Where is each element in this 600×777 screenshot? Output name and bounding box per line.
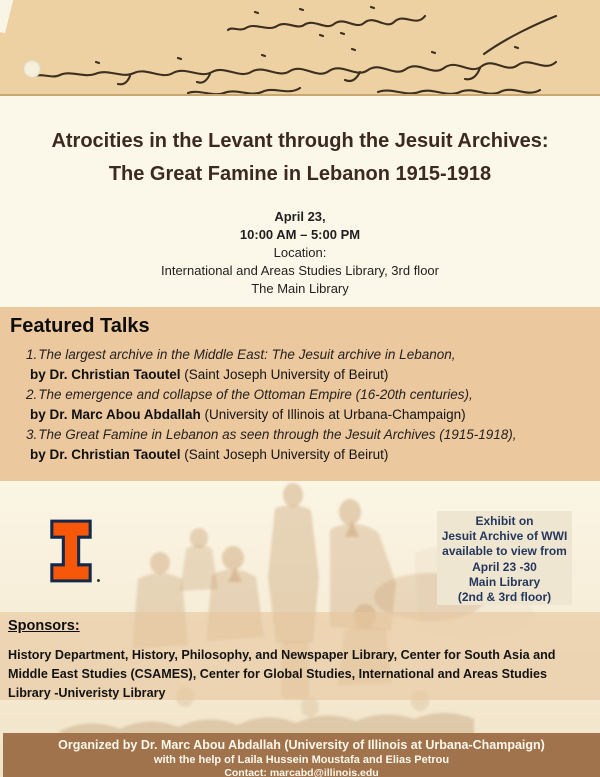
talk-item bbox=[0, 345, 600, 385]
exhibit-line: April 23 -30 bbox=[472, 559, 537, 574]
exhibit-line: available to view from bbox=[442, 544, 567, 559]
talk-item bbox=[0, 385, 600, 425]
exhibit-line: Main Library bbox=[468, 574, 541, 589]
talk-number: 3. bbox=[26, 427, 38, 442]
featured-talks-heading: Featured Talks bbox=[10, 315, 150, 337]
talk-number: 2. bbox=[26, 387, 38, 402]
talk-title bbox=[0, 425, 600, 445]
sponsors-section bbox=[0, 612, 600, 700]
exhibit-announcement bbox=[437, 511, 572, 605]
university-of-illinois-logo bbox=[48, 518, 98, 584]
exhibit-line: Exhibit on bbox=[475, 514, 534, 528]
footer-bar bbox=[3, 733, 600, 777]
talk-number: 1. bbox=[26, 347, 38, 362]
talk-title bbox=[0, 385, 600, 405]
arabic-manuscript-image bbox=[0, 0, 600, 96]
talk-affiliation: (University of Illinois at Urbana-Champaign) bbox=[200, 407, 466, 422]
arabic-handwriting-strokes bbox=[0, 0, 600, 94]
trademark-dot bbox=[97, 579, 100, 582]
contact-line bbox=[3, 767, 600, 777]
talk-title bbox=[0, 345, 600, 365]
talk-title-text: The Great Famine in Lebanon as seen through the Jesuit Archives (1915-1918), bbox=[38, 427, 517, 442]
contact-label: Contact: bbox=[224, 767, 270, 777]
talk-affiliation: (Saint Joseph University of Beirut) bbox=[180, 447, 389, 462]
contact-email-link[interactable]: marcabd@illinois.edu bbox=[269, 767, 379, 777]
block-i-icon bbox=[48, 518, 94, 584]
sponsors-text: History Department, History, Philosophy, and Newspaper Library, Center for South Asia and Middle East Studies (CSAMES), Center for Global Studies, International and Areas Studies Library -Univeristy Library bbox=[8, 648, 556, 700]
talk-title-text: The emergence and collapse of the Ottoman Empire (16-20th centuries), bbox=[38, 387, 473, 402]
talk-speaker-name: by Dr. Christian Taoutel bbox=[30, 447, 181, 462]
talk-speaker-name: by Dr. Christian Taoutel bbox=[30, 367, 181, 382]
talks-list bbox=[0, 345, 600, 465]
talk-speaker bbox=[0, 365, 600, 385]
talk-title-text: The largest archive in the Middle East: The Jesuit archive in Lebanon, bbox=[38, 347, 456, 362]
talk-speaker bbox=[0, 445, 600, 465]
featured-talks-section bbox=[0, 307, 600, 483]
organizer-line: Organized by Dr. Marc Abou Abdallah (University of Illinois at Urbana-Champaign) bbox=[58, 738, 545, 752]
title-line-2: The Great Famine in Lebanon 1915-1918 bbox=[108, 163, 492, 185]
talk-speaker bbox=[0, 405, 600, 425]
event-details bbox=[0, 208, 600, 298]
title-section bbox=[0, 96, 600, 307]
hole-punch-mark bbox=[23, 60, 41, 78]
location-label: Location: bbox=[273, 245, 327, 260]
location-line-1: International and Areas Studies Library, 3rd floor bbox=[161, 263, 439, 278]
exhibit-line: (2nd & 3rd floor) bbox=[457, 590, 552, 605]
exhibit-line: Jesuit Archive of WWI bbox=[441, 529, 568, 544]
event-time: 10:00 AM – 5:00 PM bbox=[239, 227, 361, 242]
talk-item bbox=[0, 425, 600, 465]
title-line-1: Atrocities in the Levant through the Jesuit Archives: bbox=[51, 130, 549, 152]
poster-title bbox=[30, 125, 570, 191]
talk-affiliation: (Saint Joseph University of Beirut) bbox=[180, 367, 389, 382]
helpers-line: with the help of Laila Hussein Moustafa and Elias Petrou bbox=[153, 754, 450, 766]
location-line-2: The Main Library bbox=[251, 281, 349, 296]
sponsors-heading: Sponsors: bbox=[8, 618, 80, 634]
event-date: April 23, bbox=[274, 209, 326, 224]
talk-speaker-name: by Dr. Marc Abou Abdallah bbox=[30, 407, 201, 422]
